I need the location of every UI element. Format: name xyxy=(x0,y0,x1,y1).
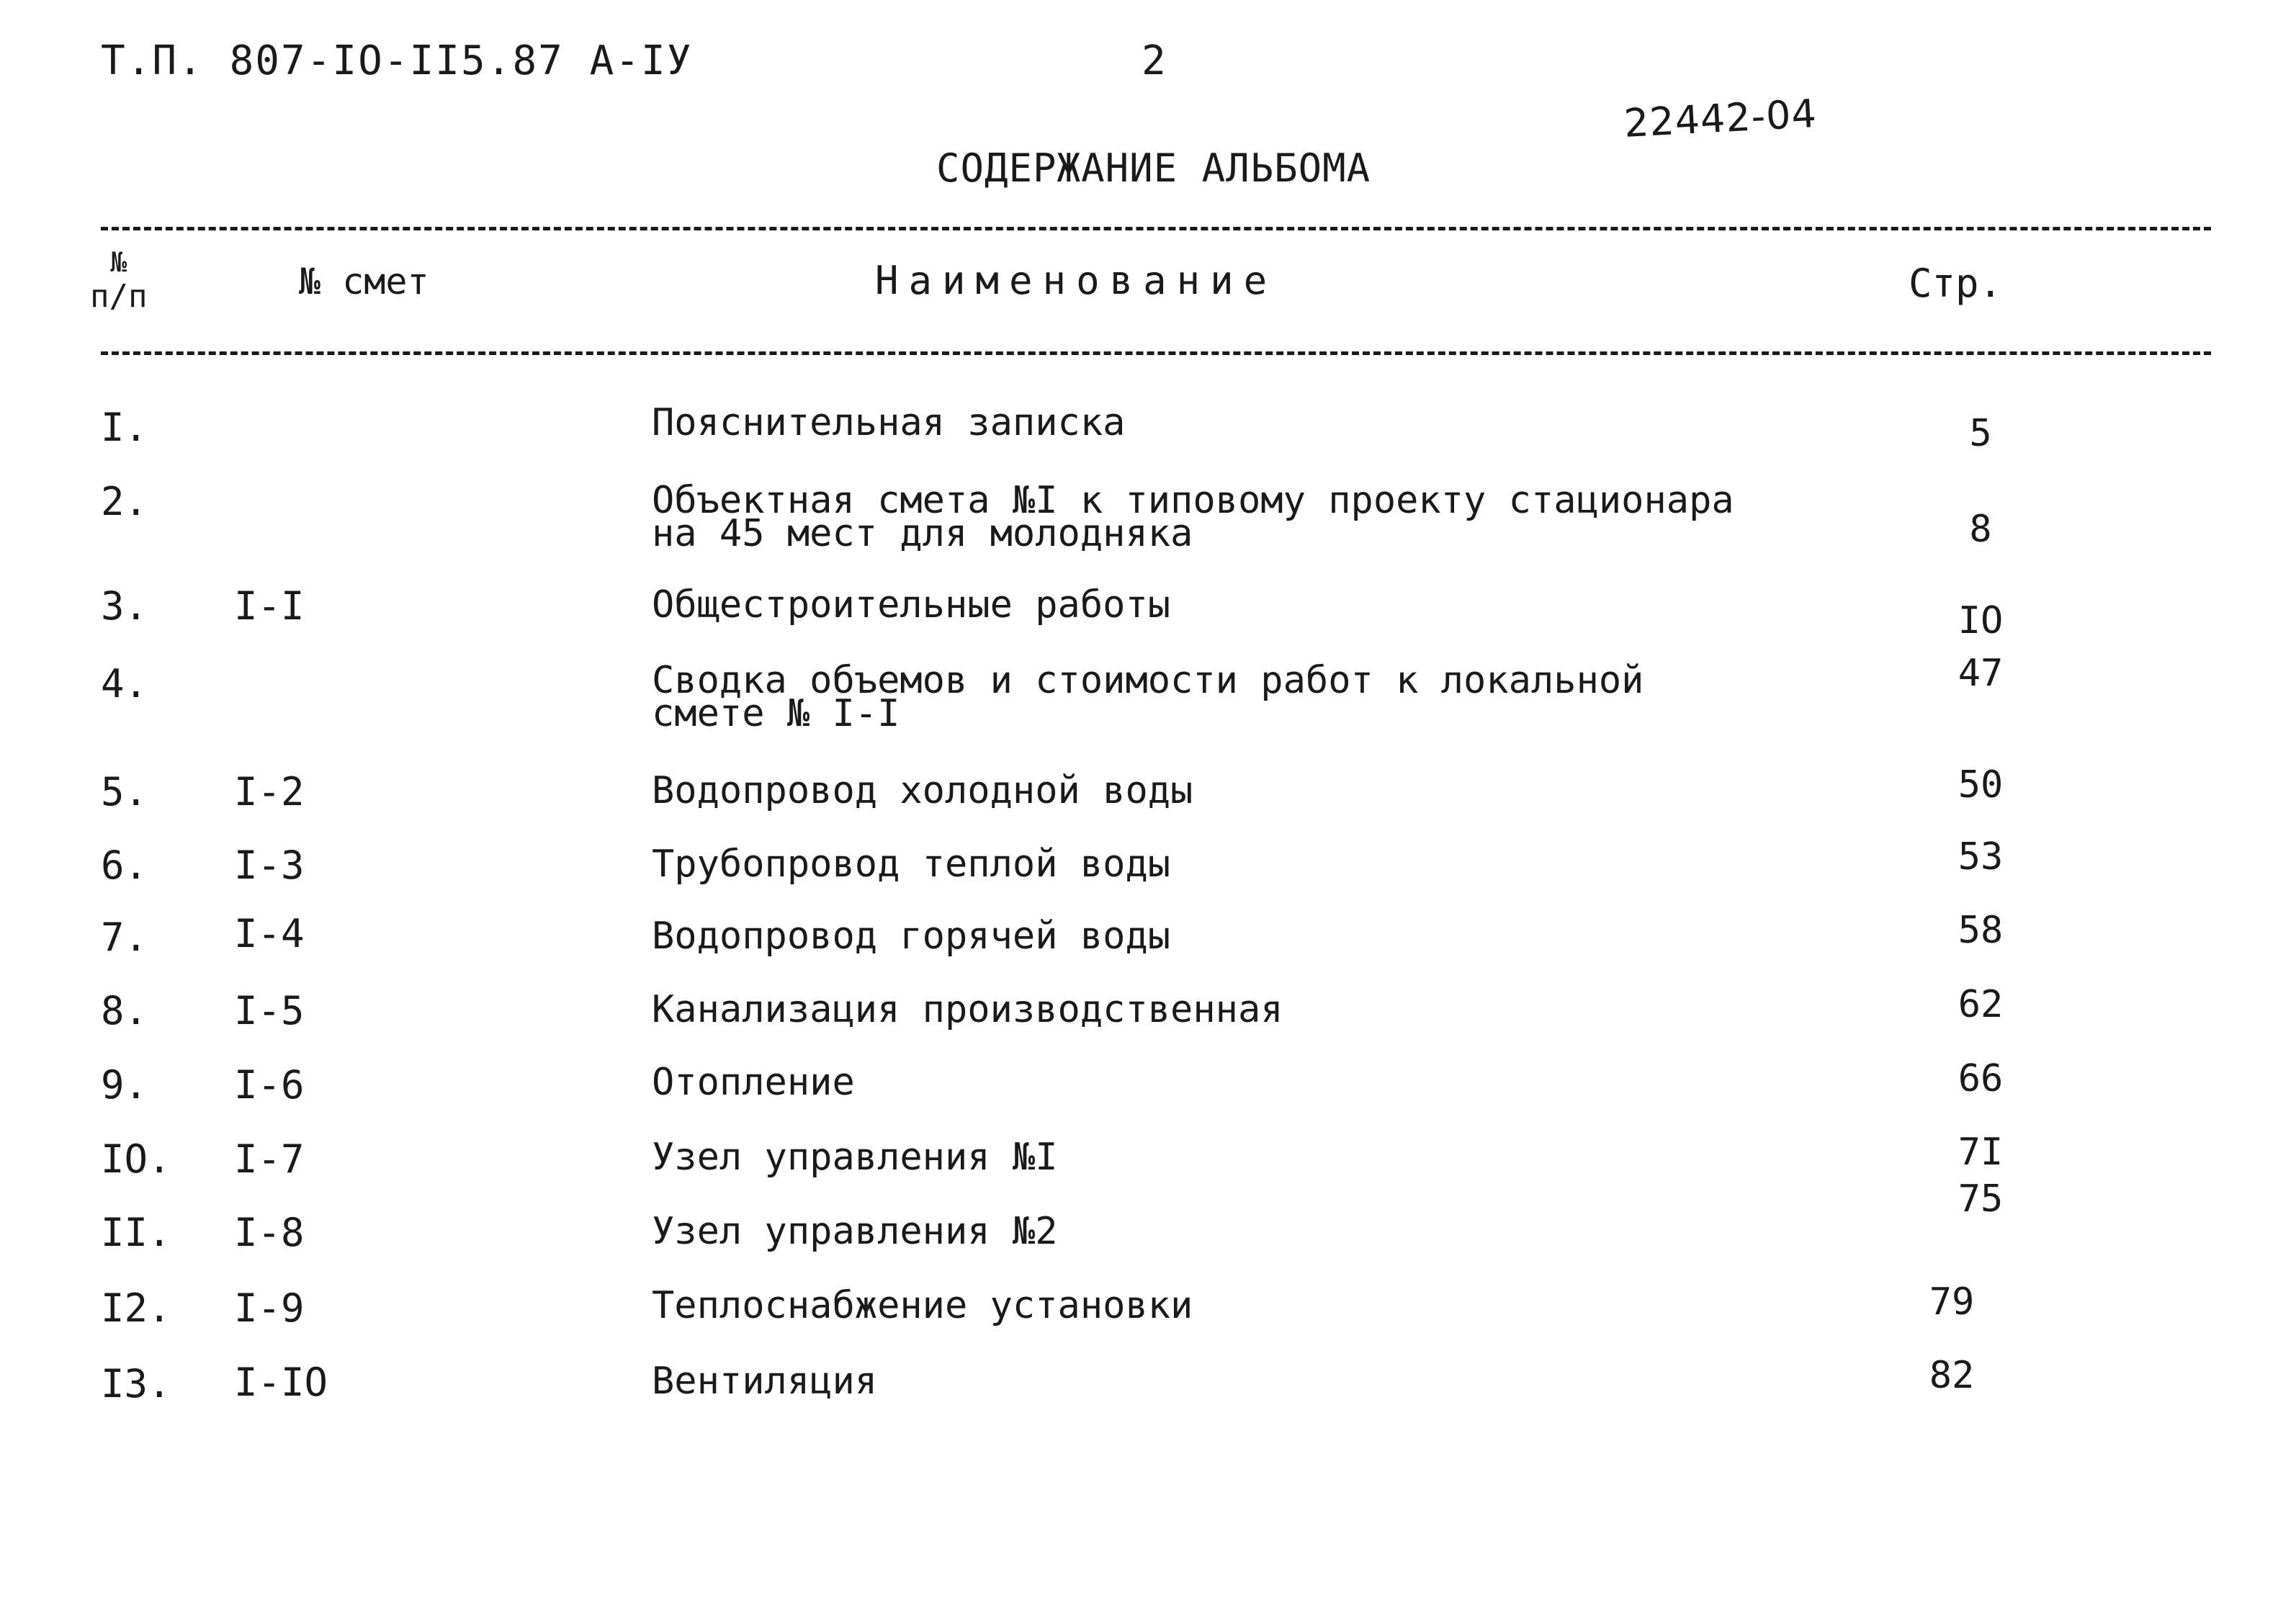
row-number: 9. xyxy=(101,1062,148,1108)
column-header-name: Наименование xyxy=(875,258,1278,303)
row-page: 50 xyxy=(1958,763,2004,807)
handwritten-stamp-number: 22442-04 xyxy=(1623,91,1819,146)
row-estimate: I-6 xyxy=(234,1062,305,1108)
row-number: I. xyxy=(101,405,148,450)
row-number: II. xyxy=(101,1210,171,1255)
row-page: IO xyxy=(1958,599,2004,642)
row-estimate: I-9 xyxy=(234,1285,305,1331)
row-name-line: Трубопровод теплой воды xyxy=(652,843,1171,886)
row-number: 7. xyxy=(101,915,148,960)
row-name-line: Теплоснабжение установки xyxy=(652,1284,1193,1327)
row-estimate: I-3 xyxy=(234,843,305,888)
row-estimate: I-2 xyxy=(234,769,305,814)
row-name xyxy=(652,843,1171,886)
row-page: 82 xyxy=(1929,1354,1975,1397)
row-page: 66 xyxy=(1958,1057,2004,1100)
row-number: I3. xyxy=(101,1361,171,1406)
row-name xyxy=(652,1284,1193,1327)
row-page: 5 xyxy=(1969,412,1992,455)
row-number: 3. xyxy=(101,583,148,629)
page-title: СОДЕРЖАНИЕ АЛЬБОМА xyxy=(936,145,1371,191)
row-name xyxy=(652,769,1193,812)
row-name-line: Пояснительная записка xyxy=(652,401,1126,444)
row-name-line: Узел управления №I xyxy=(652,1136,1058,1179)
row-page: 53 xyxy=(1958,835,2004,879)
row-name xyxy=(652,583,1171,627)
row-name xyxy=(652,1061,855,1104)
row-name-line: Водопровод горячей воды xyxy=(652,915,1171,958)
row-name xyxy=(652,1136,1058,1179)
row-estimate: I-8 xyxy=(234,1210,305,1255)
column-header-number-pp: п/п xyxy=(90,278,148,315)
column-header-number-sign: № xyxy=(110,246,127,278)
row-name-line: Канализация производственная xyxy=(652,988,1283,1031)
row-number: IO. xyxy=(101,1136,171,1182)
row-page: 8 xyxy=(1969,508,1992,551)
row-name-line: на 45 мест для молодняка xyxy=(652,512,1193,555)
column-header-estimate: № смет xyxy=(299,261,429,302)
page-number: 2 xyxy=(1142,37,1166,84)
header-bottom-divider xyxy=(101,351,2211,355)
row-name xyxy=(652,988,1283,1031)
row-number: I2. xyxy=(101,1285,171,1331)
row-name-line: смете № I-I xyxy=(652,692,900,735)
row-name-line: Вентиляция xyxy=(652,1360,878,1403)
row-number: 2. xyxy=(101,479,148,524)
row-name xyxy=(652,401,1126,444)
row-name xyxy=(652,915,1171,958)
column-header-number xyxy=(90,245,147,314)
row-estimate: I-7 xyxy=(234,1136,305,1182)
row-number: 4. xyxy=(101,661,148,706)
row-page: 62 xyxy=(1958,983,2004,1026)
row-page: 79 xyxy=(1929,1280,1975,1324)
row-name-line: Сводка объемов и стоимости работ к локальной xyxy=(652,659,1644,702)
header-top-divider xyxy=(101,227,2211,230)
row-name-line: Общестроительные работы xyxy=(652,583,1171,627)
row-name-line: Узел управления №2 xyxy=(652,1210,1058,1253)
row-name-line: Объектная смета №I к типовому проекту стационара xyxy=(652,479,1734,522)
row-page: 7I xyxy=(1958,1131,2004,1174)
row-number: 5. xyxy=(101,769,148,814)
row-name xyxy=(652,659,1644,735)
row-name xyxy=(652,479,1734,555)
row-name xyxy=(652,1360,878,1403)
row-estimate: I-I xyxy=(234,583,305,629)
document-code: Т.П. 807-IO-II5.87 А-IУ xyxy=(101,37,693,84)
row-name-line: Водопровод холодной воды xyxy=(652,769,1193,812)
row-page: 75 xyxy=(1958,1177,2004,1221)
row-number: 6. xyxy=(101,843,148,888)
row-estimate: I-IO xyxy=(234,1360,328,1405)
row-number: 8. xyxy=(101,988,148,1033)
column-header-page: Стр. xyxy=(1909,261,2003,306)
row-name xyxy=(652,1210,1058,1253)
row-estimate: I-4 xyxy=(234,911,305,956)
row-page: 47 xyxy=(1958,652,2004,695)
row-page: 58 xyxy=(1958,909,2004,952)
row-name-line: Отопление xyxy=(652,1061,855,1104)
row-estimate: I-5 xyxy=(234,988,305,1033)
